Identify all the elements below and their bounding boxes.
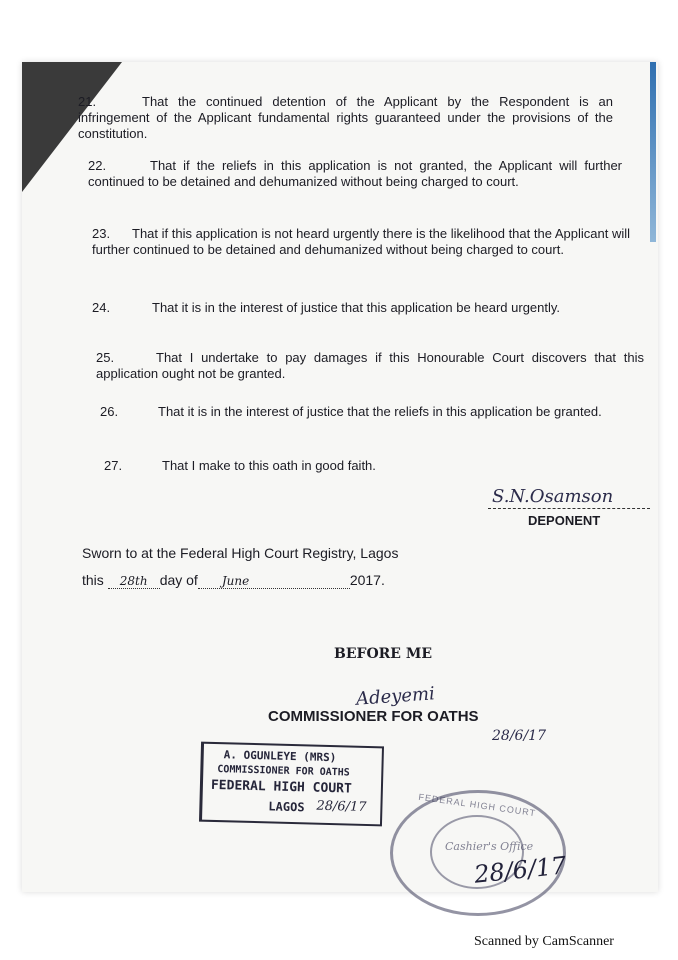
paragraph-text: That the continued detention of the Applicant by the Respondent is an infringement of the Applicant fundamental rights guaranteed under the provisions of the constitution. [78,94,613,141]
stamp-date: 28/6/17 [316,798,367,815]
sworn-day: 28th [108,574,160,589]
paragraph-number: 25. [96,350,115,365]
commissioner-date-note: 28/6/17 [492,728,546,744]
paragraph-25 [96,350,644,382]
stamp-city: LAGOS [268,799,305,815]
sworn-day-of: day of [159,572,198,588]
stamp-court: FEDERAL HIGH COURT [210,777,352,797]
paragraph-23 [92,226,630,258]
sworn-date-line [82,572,385,589]
paragraph-22 [88,158,622,190]
commissioner-signature: Adeyemi [355,683,436,710]
paragraph-text: That if the reliefs in this application is not granted, the Applicant will further continued to be detained and dehumanized without being charged to court. [88,158,622,189]
paragraph-number: 23. [92,226,111,241]
paragraph-26 [100,404,652,420]
paragraph-text: That it is in the interest of justice that this application be heard urgently. [152,300,561,315]
before-me-heading: BEFORE ME [334,646,432,662]
sworn-month: June [198,574,350,589]
commissioner-label: COMMISSIONER FOR OATHS [268,708,479,725]
stamp-title: COMMISSIONER FOR OATHS [217,764,350,779]
paragraph-text: That I make to this oath in good faith. [162,458,376,473]
deponent-label: DEPONENT [528,513,601,528]
paragraph-number: 26. [100,404,119,419]
paragraph-text: That if this application is not heard urgently there is the likelihood that the Applicant will further continued to be detained and dehumanized without being charged to court. [92,226,630,257]
paragraph-number: 22. [88,158,107,173]
scanner-footer: Scanned by CamScanner [474,934,614,949]
paragraph-text: That it is in the interest of justice that the reliefs in this application be granted. [158,404,602,419]
deponent-signature-line [488,508,650,509]
paragraph-24 [92,300,637,316]
paragraph-number: 27. [104,458,123,473]
paragraph-27 [104,458,644,474]
seal-top-text: FEDERAL HIGH COURT [417,791,537,819]
stamp-name: A. OGUNLEYE (MRS) [223,748,337,765]
sworn-this: this [82,572,104,588]
seal-date: 28/6/17 [472,851,568,889]
paragraph-21 [78,94,613,142]
deponent-signature: S.N.Osamson [492,486,614,507]
commissioner-stamp [199,742,384,827]
sworn-statement: Sworn to at the Federal High Court Registry, Lagos [82,545,399,561]
seal-middle-text: Cashier's Office [445,840,534,853]
sworn-year: 2017. [349,572,385,588]
paragraph-number: 21. [78,94,97,109]
page-edge-shadow [650,62,656,242]
paragraph-text: That I undertake to pay damages if this Honourable Court discovers that this application ought not be granted. [96,350,644,381]
paragraph-number: 24. [92,300,111,315]
